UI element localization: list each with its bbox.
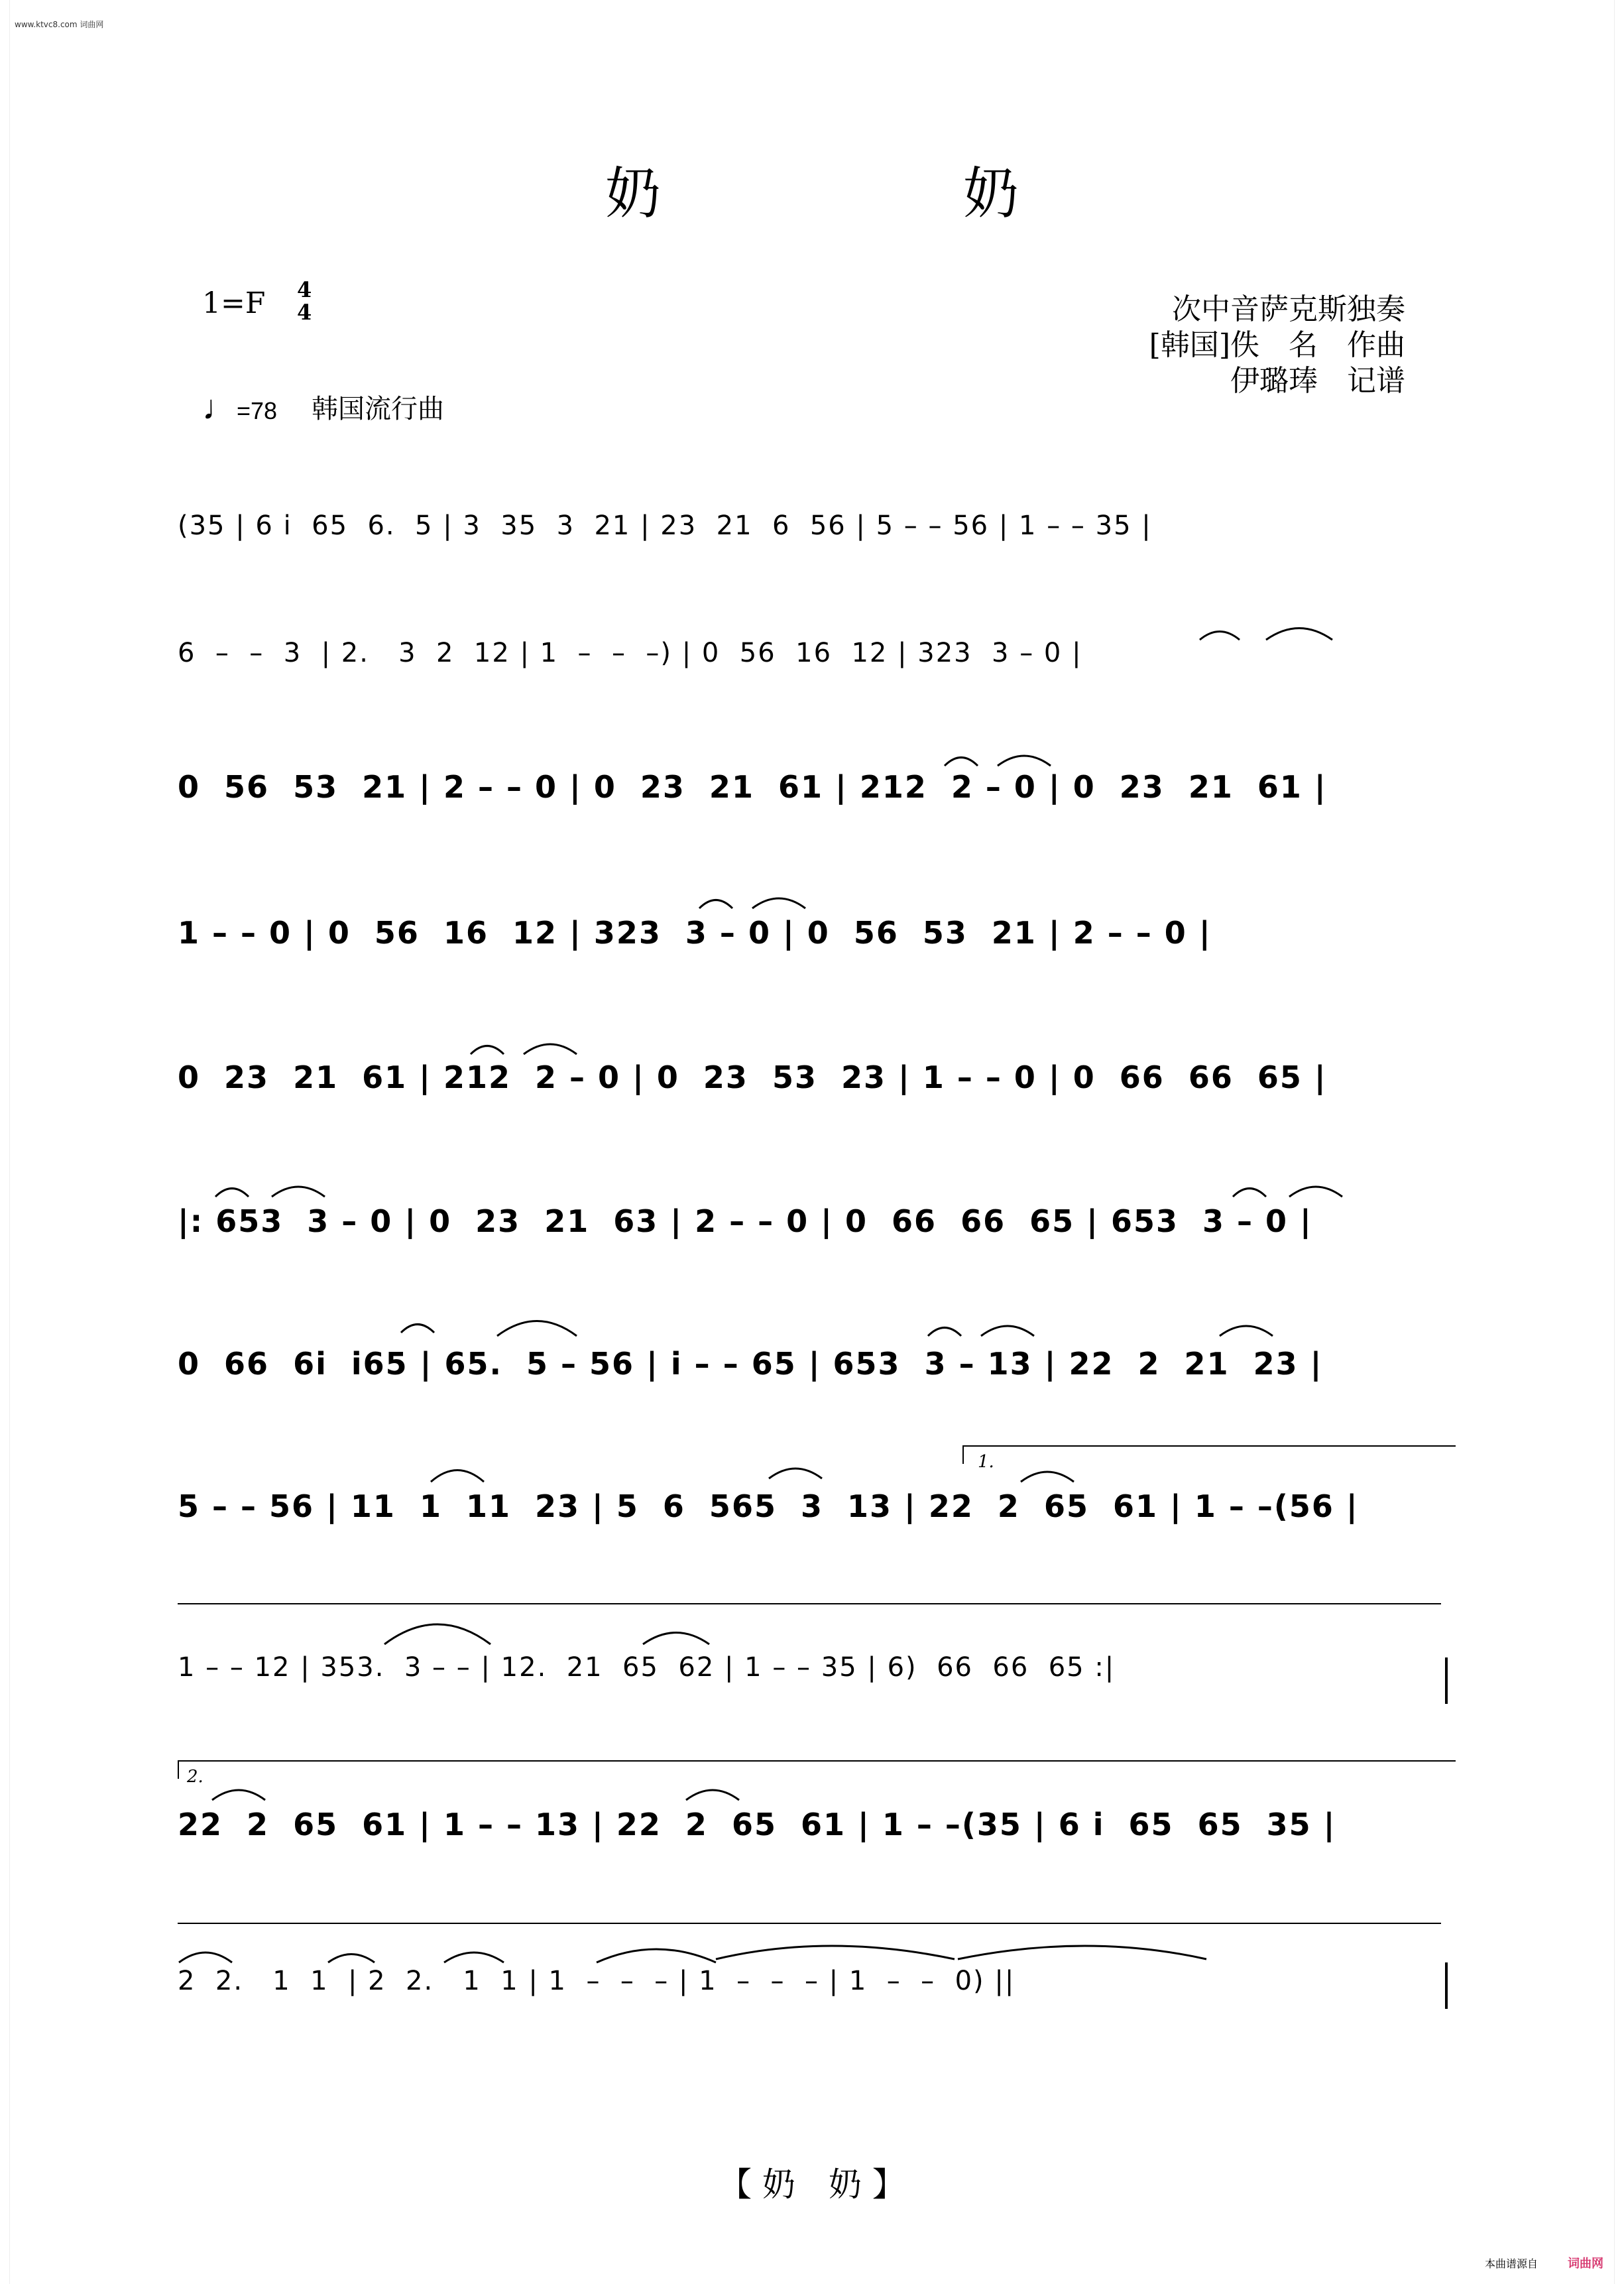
footer-source-note: 本曲谱源自 [1485,2257,1538,2270]
score-line-1: (35 | 6 i 65 6. 5 | 3 35 3 21 | 23 21 6 56 | 5 – – 56 | 1 – – 35 | [178,511,1152,541]
slur-icon [272,1187,325,1197]
score-line-2: 6 – – 3 | 2. 3 2 12 | 1 – – –) | 0 56 16 12 | 323 3 – 0 | [178,638,1082,668]
slur-icon [444,1953,504,1962]
credit-performance: 次中音萨克斯独奏 [1172,292,1405,326]
score-line-5: 0 23 21 61 | 212 2 – 0 | 0 23 53 23 | 1 – – 0 | 0 66 66 65 | [178,1059,1327,1095]
score-line-10: 22 2 65 61 | 1 – – 13 | 22 2 65 61 | 1 – –(35 | 6 i 65 65 35 | [178,1807,1336,1842]
slur-icon [945,758,978,766]
score-line-9: 1 – – 12 | 353. 3 – – | 12. 21 65 62 | 1 – – 35 | 6) 66 66 65 :| [178,1652,1116,1683]
slur-icon [497,1321,577,1337]
time-top: 4 [297,277,312,302]
slur-icon [752,898,805,908]
slur-icon [597,1949,716,1962]
credit-transcriber: 伊璐琫 记谱 [1230,364,1405,398]
slur-icon [1233,1189,1266,1197]
title-char-left: 奶 [605,161,661,226]
key-signature: 1=F [202,286,266,320]
slur-icon [431,1471,484,1482]
title-char-right: 奶 [962,161,1019,226]
site-url: www.ktvc8.com 词曲网 [15,20,104,29]
slur-icon [384,1624,491,1644]
slur-icon [643,1633,709,1645]
score-line-3: 0 56 53 21 | 2 – – 0 | 0 23 21 61 | 212 2 – 0 | 0 23 21 61 | [178,769,1327,805]
quarter-note-icon: ♩ [202,389,237,427]
final-barline [1445,1962,1448,2009]
slur-icon [998,756,1051,766]
volta-label-1: 1. [978,1452,994,1472]
slur-icon [716,1946,955,1959]
slur-icon [686,1790,739,1800]
genre-label: 韩国流行曲 [312,394,444,424]
score-line-7: 0 66 6i i65 | 65. 5 – 56 | i – – 65 | 653 3 – 13 | 22 2 21 23 | [178,1346,1323,1382]
score-line-8: 5 – – 56 | 11 1 11 23 | 5 6 565 3 13 | 22 2 65 61 | 1 – –(56 | [178,1488,1359,1524]
time-bottom: 4 [297,300,312,325]
score-line-4: 1 – – 0 | 0 56 16 12 | 323 3 – 0 | 0 56 53 21 | 2 – – 0 | [178,915,1212,951]
slur-icon [1220,1326,1273,1336]
credit-composer: [韩国]佚 名 作曲 [1149,328,1405,362]
slur-icon [524,1044,577,1054]
slur-icon [928,1328,961,1337]
slur-icon [769,1469,822,1478]
slur-icon [1200,632,1240,640]
tempo-value: =78 [237,397,278,424]
score-line-6: |: 653 3 – 0 | 0 23 21 63 | 2 – – 0 | 0 66 66 65 | 653 3 – 0 | [178,1203,1312,1239]
slur-icon [179,1953,232,1962]
footer-title: 【 奶 奶 】 [719,2165,905,2204]
slur-icon [699,900,732,909]
slur-icon [328,1954,375,1963]
slur-icon [981,1326,1034,1336]
volta-label-2: 2. [187,1767,203,1787]
slur-icon [958,1946,1206,1959]
slur-icon [215,1189,249,1197]
footer-logo: 词曲网 [1568,2257,1603,2271]
slur-icon [401,1325,434,1333]
slur-icon [1289,1187,1342,1197]
score-line-11: 2 2. 1 1 | 2 2. 1 1 | 1 – – – | 1 – – – | 1 – – 0) || [178,1966,1015,1996]
slur-icon [212,1790,265,1800]
slur-icon [1021,1472,1074,1482]
slur-icon [471,1046,504,1055]
slur-icon [1266,629,1332,640]
repeat-end-barline [1445,1657,1448,1704]
